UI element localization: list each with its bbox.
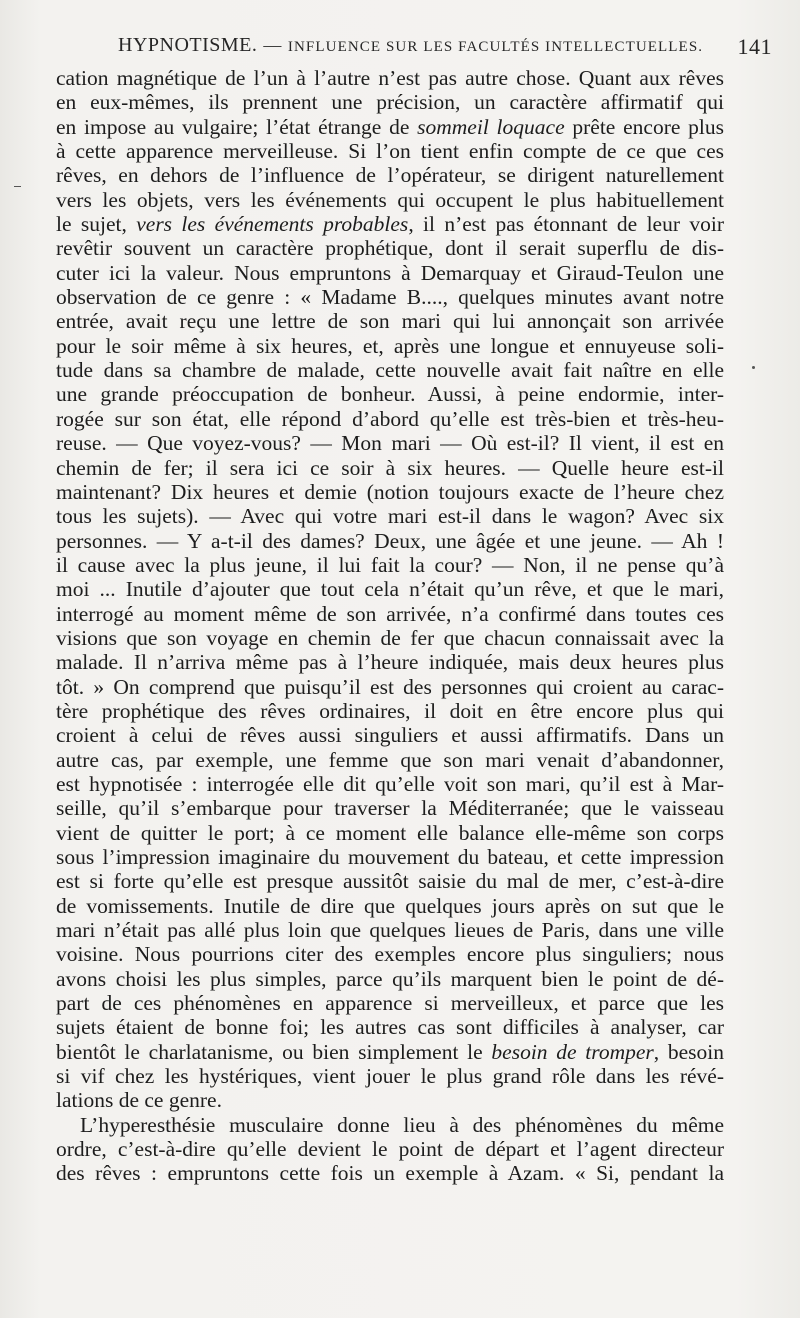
text-line: revêtir souvent un caractère prophétique, dont il serait superflu de dis- bbox=[56, 236, 724, 261]
text-line: sous l’impression imaginaire du mouvement du bateau, et cette impression bbox=[56, 845, 724, 869]
text-line: pour le soir même à six heures, et, après une longue et ennuyeuse soli- bbox=[56, 333, 724, 358]
text-line: cation magnétique de l’un à l’autre n’est pas autre chose. Quant aux rêves bbox=[56, 66, 724, 90]
page-header bbox=[118, 34, 772, 58]
text-line bbox=[56, 115, 724, 139]
header-separator: — bbox=[263, 35, 282, 55]
paragraph-hyperesthesia bbox=[56, 1113, 724, 1186]
text-line: chemin de fer; il sera ici ce soir à six heures. — Quelle heure est-il bbox=[56, 455, 724, 480]
text-line: voisine. Nous pourrions citer des exemples encore plus singuliers; nous bbox=[56, 942, 724, 967]
text-line: L’hyperesthésie musculaire donne lieu à des phénomènes du même bbox=[80, 1112, 724, 1137]
text-line: en eux-mêmes, ils prennent une précision, un caractère affirmatif qui bbox=[56, 90, 724, 115]
text-line: entrée, avait reçu une lettre de son mari qui lui annonçait son arrivée bbox=[56, 309, 724, 334]
text-line: est hypnotisée : interrogée elle dit qu’elle voit son mari, qu’il est à Mar- bbox=[56, 771, 724, 796]
text-line: ordre, c’est-à-dire qu’elle devient le point de départ et l’agent directeur bbox=[56, 1137, 724, 1162]
margin-tick-left bbox=[14, 186, 21, 187]
running-title: HYPNOTISME. bbox=[118, 34, 258, 56]
text-line bbox=[56, 1040, 724, 1064]
paragraph-dream-prophecy bbox=[56, 66, 724, 1113]
text-run: bientôt le charlatanisme, ou bien simplement le bbox=[56, 1039, 492, 1064]
text-line: si vif chez les hystériques, vient jouer le plus grand rôle dans les révé- bbox=[56, 1064, 724, 1089]
text-line: visions que son voyage en chemin de fer que chacun connaissait avec la bbox=[56, 625, 724, 650]
italic-term: besoin de tromper bbox=[491, 1039, 654, 1064]
text-run: prête encore plus bbox=[564, 114, 724, 139]
text-line: reuse. — Que voyez-vous? — Mon mari — Où est-il? Il vient, il est en bbox=[56, 431, 724, 456]
text-line: moi ... Inutile d’ajouter que tout cela n’était qu’un rêve, et que le mari, bbox=[56, 577, 724, 602]
text-run: , besoin bbox=[653, 1039, 724, 1064]
text-line: part de ces phénomènes en apparence si merveilleux, et parce que les bbox=[56, 991, 724, 1016]
text-line: cuter ici la valeur. Nous empruntons à Demarquay et Giraud-Teulon une bbox=[56, 260, 724, 285]
text-line: personnes. — Y a-t-il des dames? Deux, une âgée et une jeune. — Ah ! bbox=[56, 528, 724, 553]
text-line: avons choisi les plus simples, parce qu’ils marquent bien le point de dé- bbox=[56, 966, 724, 991]
text-line: tôt. » On comprend que puisqu’il est des personnes qui croient au carac- bbox=[56, 674, 724, 699]
text-line: vers les objets, vers les événements qui occupent le plus habituellement bbox=[56, 187, 724, 212]
body-text bbox=[56, 66, 724, 1186]
page-number: 141 bbox=[737, 34, 772, 59]
text-line: maintenant? Dix heures et demie (notion toujours exacte de l’heure chez bbox=[56, 479, 724, 504]
italic-term: vers les événements probables bbox=[136, 212, 409, 237]
text-line bbox=[56, 212, 724, 236]
text-line: des rêves : empruntons cette fois un exemple à Azam. « Si, pendant la bbox=[56, 1161, 724, 1186]
text-run: , il n’est pas étonnant de leur voir bbox=[408, 212, 724, 237]
text-line: malade. Il n’arriva même pas à l’heure indiquée, mais deux heures plus bbox=[56, 650, 724, 675]
text-line: observation de ce genre : « Madame B...., quelques minutes avant notre bbox=[56, 285, 724, 310]
text-run: en impose au vulgaire; l’état étrange de bbox=[56, 114, 418, 139]
text-line: autre cas, par exemple, une femme que son mari venait d’abandonner, bbox=[56, 747, 724, 772]
text-run: le sujet, bbox=[56, 212, 137, 237]
text-line: il cause avec la plus jeune, il lui fait la cour? — Non, il ne pense qu’à bbox=[56, 552, 724, 577]
text-line: tère prophétique des rêves ordinaires, il doit en être encore plus qui bbox=[56, 698, 724, 723]
text-line: rêves, en dehors de l’influence de l’opérateur, se dirigent naturellement bbox=[56, 163, 724, 188]
text-line: lations de ce genre. bbox=[56, 1088, 222, 1113]
text-line: une grande préoccupation de bonheur. Aussi, à peine endormie, inter- bbox=[56, 382, 724, 407]
text-line: à cette apparence merveilleuse. Si l’on tient enfin compte de ce que ces bbox=[56, 139, 724, 164]
italic-term: sommeil loquace bbox=[417, 114, 565, 139]
text-line: sujets étaient de bonne foi; les autres cas sont difficiles à analyser, car bbox=[56, 1015, 724, 1040]
text-line: vient de quitter le port; à ce moment elle balance elle-même son corps bbox=[56, 820, 724, 845]
text-line: interrogé au moment même de son arrivée, n’a confirmé dans toutes ces bbox=[56, 601, 724, 626]
text-line: de vomissements. Inutile de dire que quelques jours après on sut que le bbox=[56, 893, 724, 918]
text-line: tude dans sa chambre de malade, cette nouvelle avait fait naître en elle bbox=[56, 358, 724, 383]
text-line: rogée sur son état, elle répond d’abord qu’elle est très-bien et très-heu- bbox=[56, 406, 724, 431]
margin-dot-right bbox=[752, 366, 755, 369]
text-line: est si forte qu’elle est presque aussitôt saisie du mal de mer, c’est-à-dire bbox=[56, 869, 724, 894]
text-line: tous les sujets). — Avec qui votre mari est-il dans le wagon? Avec six bbox=[56, 504, 724, 529]
text-line: croient à celui de rêves aussi singuliers et aussi affirmatifs. Dans un bbox=[56, 723, 724, 748]
text-line: mari n’était pas allé plus loin que quelques lieues de Paris, dans une ville bbox=[56, 918, 724, 943]
text-line: seille, qu’il s’embarque pour traverser la Méditerranée; que le vaisseau bbox=[56, 796, 724, 821]
chapter-subtitle: INFLUENCE SUR LES FACULTÉS INTELLECTUELLES. bbox=[287, 39, 704, 55]
